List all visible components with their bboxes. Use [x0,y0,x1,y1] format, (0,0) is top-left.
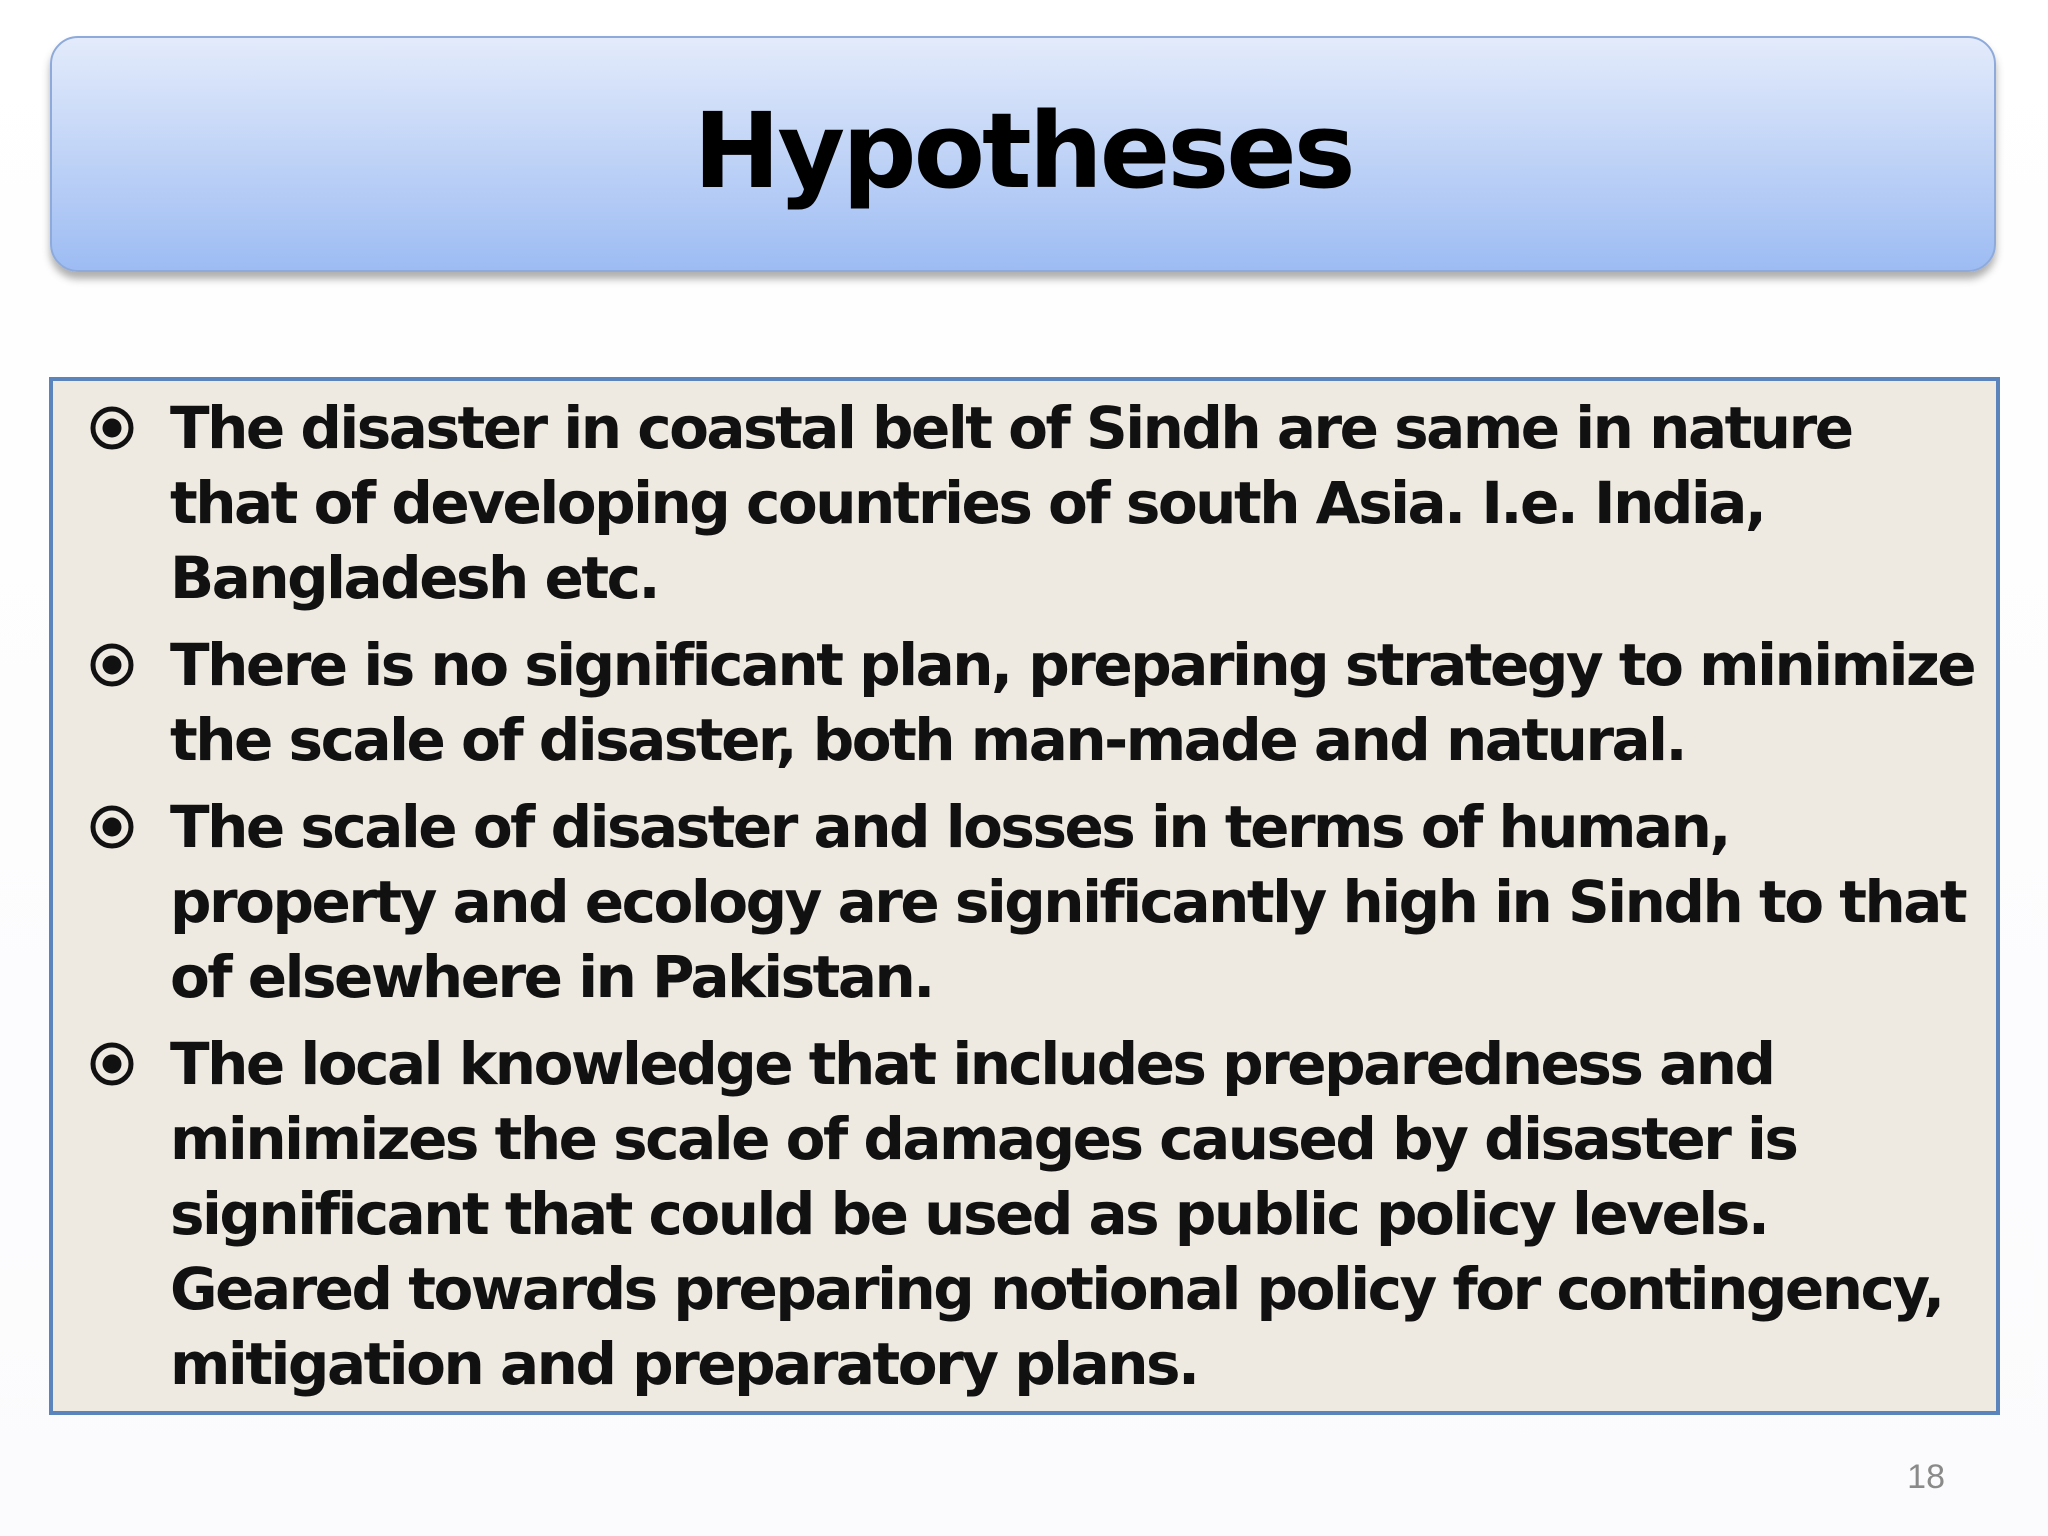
target-bullet-icon [89,1041,135,1087]
target-bullet-icon [89,804,135,850]
list-item [53,1027,1996,1402]
bullet-text: The scale of disaster and losses in terms of human, property and ecology are significantly high in Sindh to that of elsewhere in Pakistan. [170,793,1966,1011]
list-item [53,628,1996,778]
list-item [53,790,1996,1015]
slide-title: Hypotheses [693,90,1353,212]
list-item [53,391,1996,616]
bullet-text: The disaster in coastal belt of Sindh are same in nature that of developing countries of south Asia. I.e. India, Bangladesh etc. [170,394,1852,612]
bullet-list [53,391,1996,1414]
bullet-text: There is no significant plan, preparing strategy to minimize the scale of disaster, both man-made and natural. [170,631,1975,774]
bullet-text: The local knowledge that includes preparedness and minimizes the scale of damages caused by disaster is significant that could be used as public policy levels. Geared towards preparing notional policy for contingency, mitigation and preparatory plans. [170,1030,1943,1398]
content-box [49,377,2000,1415]
target-bullet-icon [89,642,135,688]
page-number: 18 [1907,1458,1945,1496]
target-bullet-icon [89,405,135,451]
title-banner [50,36,1996,272]
